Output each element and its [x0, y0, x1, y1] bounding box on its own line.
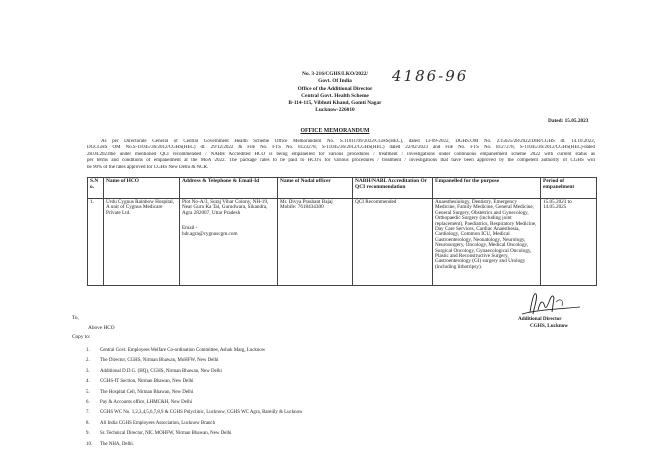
list-number: 2.	[86, 358, 90, 364]
list-item	[86, 388, 506, 398]
list-item	[86, 440, 506, 450]
header-address: Address & Telephone & Email-Id	[180, 178, 278, 199]
header-period: Period of empanelment	[541, 178, 597, 199]
body-line: DGCGHS OM No.S-11045/36/2012/CGHS(HEC) dt. 29/12/2022 & File No. FTS No. 8123278, S-11045/36/2012/CGHS(HEC) dated 22/02/2023 and File No. FTS No. 8127278, S-11045/36/2012/CGHS(HEC)-dated	[87, 145, 595, 151]
list-item	[86, 429, 506, 439]
list-item	[86, 346, 506, 356]
list-number: 1.	[86, 348, 90, 353]
empanelment-table	[87, 177, 597, 286]
body-line: As per Directorate General of Central Government Health Scheme Office Memorandum No. S.11011/09/2022/CGHS(HEC), dated 13-09-2022, DGHS.OM No. Z15025/28/2022/DIR/CGHS dt. 14.10.2022,	[101, 139, 595, 144]
list-text: Pay & Accounts office, LHMC&H, New Delhi	[100, 399, 193, 405]
list-item	[86, 367, 506, 377]
list-text: All India CGHS Employees Association, Lucknow Branch	[100, 420, 216, 426]
copy-to-label: Copy to:	[72, 334, 91, 340]
list-number: 7.	[86, 410, 90, 416]
signatory-designation: Additional Director	[518, 316, 562, 322]
list-item	[86, 419, 506, 429]
office-line: Office of the Additional Director	[297, 85, 373, 92]
nodal-officer-mobile: Mobile: 7618434300	[280, 204, 324, 211]
cell-accreditation: QCI Recommended	[353, 199, 433, 286]
header-nodal-officer: Name of Nodal officer	[278, 178, 353, 199]
cell-purpose: Anaesthesiology, Dentistry, Emergency Medicine, Family Medicine, General Medicine, General Surgery, Obstetrics and Gynecology, Orthopaedic Surgery (including joint replacement), Paediatrics, Respiratory Medicine, Day Care Services, Cardiac Anaesthesia, Cardiology, Common ICU, Medical Gastroenterology, Neonatology, Neurology, Neurosurgery, Oncology, Medical Oncology, Surgical Oncology, Gynaecological Oncology, Plastic and Reconstructive Surgery, Gastroenterology (GI) surgery and Urology (including lithotripsy).	[433, 199, 541, 286]
address-line: B-114-115, Vibhuti Khand, Gomti Nagar	[288, 100, 382, 107]
header-accreditation: NABH/NABL Accreditation Or QCI recommendation	[353, 178, 433, 199]
scheme-line: Central Govt. Health Scheme	[301, 92, 369, 99]
list-text: CGHS-IT Section, Nirman Bhawan, New Delhi	[100, 379, 194, 385]
header-sno: S.No.	[88, 178, 104, 199]
cell-sno: 1.	[88, 199, 104, 286]
cell-address	[180, 199, 278, 286]
list-number: 10.	[86, 441, 93, 447]
list-item	[86, 398, 506, 408]
header-purpose: Empanelled for the purpose	[433, 178, 541, 199]
cell-hco-name: Urdu Cygnus Rainbow Hospital, A unit of Cygnus Medicare Private Ltd.	[104, 199, 180, 286]
cell-nodal-officer	[278, 199, 353, 286]
handwritten-dispatch-number: 4186-96	[392, 67, 469, 85]
cell-period: 15.05.2023 to 14.05.2025	[541, 199, 597, 286]
body-line: per terms and conditions of empanelment at the MoA 2022. The package rates to be paid to HCO's for various procedures / treatment / investigations that have been approved by the competent authority of CGHS will	[87, 158, 595, 164]
list-number: 5.	[86, 389, 90, 395]
list-number: 4.	[86, 379, 90, 385]
list-number: 3.	[86, 368, 90, 374]
govt-line: Govt. Of India	[318, 78, 352, 85]
list-text: The NHA, Delhi.	[100, 441, 134, 447]
list-number: 6.	[86, 399, 90, 405]
to-recipient: Above HCO	[88, 325, 115, 331]
header-hco-name: Name of HCO	[104, 178, 180, 199]
list-number: 9.	[86, 431, 90, 437]
body-line: be 90% of the rates approved for CGHS New Delhi & NCR.	[87, 164, 209, 170]
copy-to-list	[86, 346, 506, 450]
nodal-officer-name: Mr. Divya Prashant Bajaj	[280, 199, 333, 205]
email-text: hdr.agra@cygnuscgm.com	[182, 230, 238, 237]
memo-date: Dated: 15.05.2023	[548, 118, 589, 124]
list-text: CGHS WC No. 1,2,3,4,5,6,7,8,9 & CGHS Polyclinic, Lucknow, CGHS WC Agra, Bareilly & Lucknow	[100, 410, 303, 416]
memo-title: OFFICE MEMORANDUM	[300, 128, 370, 134]
to-label: To,	[72, 315, 79, 321]
memo-body	[87, 139, 595, 171]
address-text: Plot No-A/3, Suraj Vihar Colony, NH-19, Near Guru Ka Tal, Gurudwara, Sikandra, Agra 282007, Uttar Pradesh	[182, 199, 269, 216]
list-number: 8.	[86, 420, 90, 426]
list-text: The Hospital Cell, Nirman Bhawan, New Delhi	[100, 389, 194, 395]
list-item	[86, 356, 506, 366]
table-header-row	[88, 178, 597, 199]
signatory-office: CGHS, Lucknow	[530, 323, 569, 329]
table-row	[88, 199, 597, 286]
body-line: 28.04.2023the under mentioned QCI recommended / NABH Accredited HCO is being empanelled for various procedures / treatment / investigations under continuous empanelment scheme 2022 with current status as	[87, 151, 595, 157]
signature-mark	[516, 288, 584, 318]
list-item	[86, 377, 506, 387]
list-item	[86, 408, 506, 418]
email-label: Email -	[182, 225, 198, 232]
reference-number: No. 3-216/CGHS/LKO/2022/	[302, 71, 368, 77]
list-text: Sr. Technical Director, NIC MOHFW, Nirman Bhawan, New Delhi	[100, 431, 232, 437]
list-text: Additional D.D.G. (HQ), CGHS, Nirman Bhawan, New Delhi	[100, 368, 222, 374]
city-line: Lucknow-226010	[315, 107, 355, 114]
list-text: Central Govt. Employees Welfare Co-ordination Committee, Ashok Marg, Lucknow	[100, 348, 266, 353]
list-text: The Director, CGHS, Nirman Bhawan, MoHFW, New Delhi	[100, 358, 219, 364]
